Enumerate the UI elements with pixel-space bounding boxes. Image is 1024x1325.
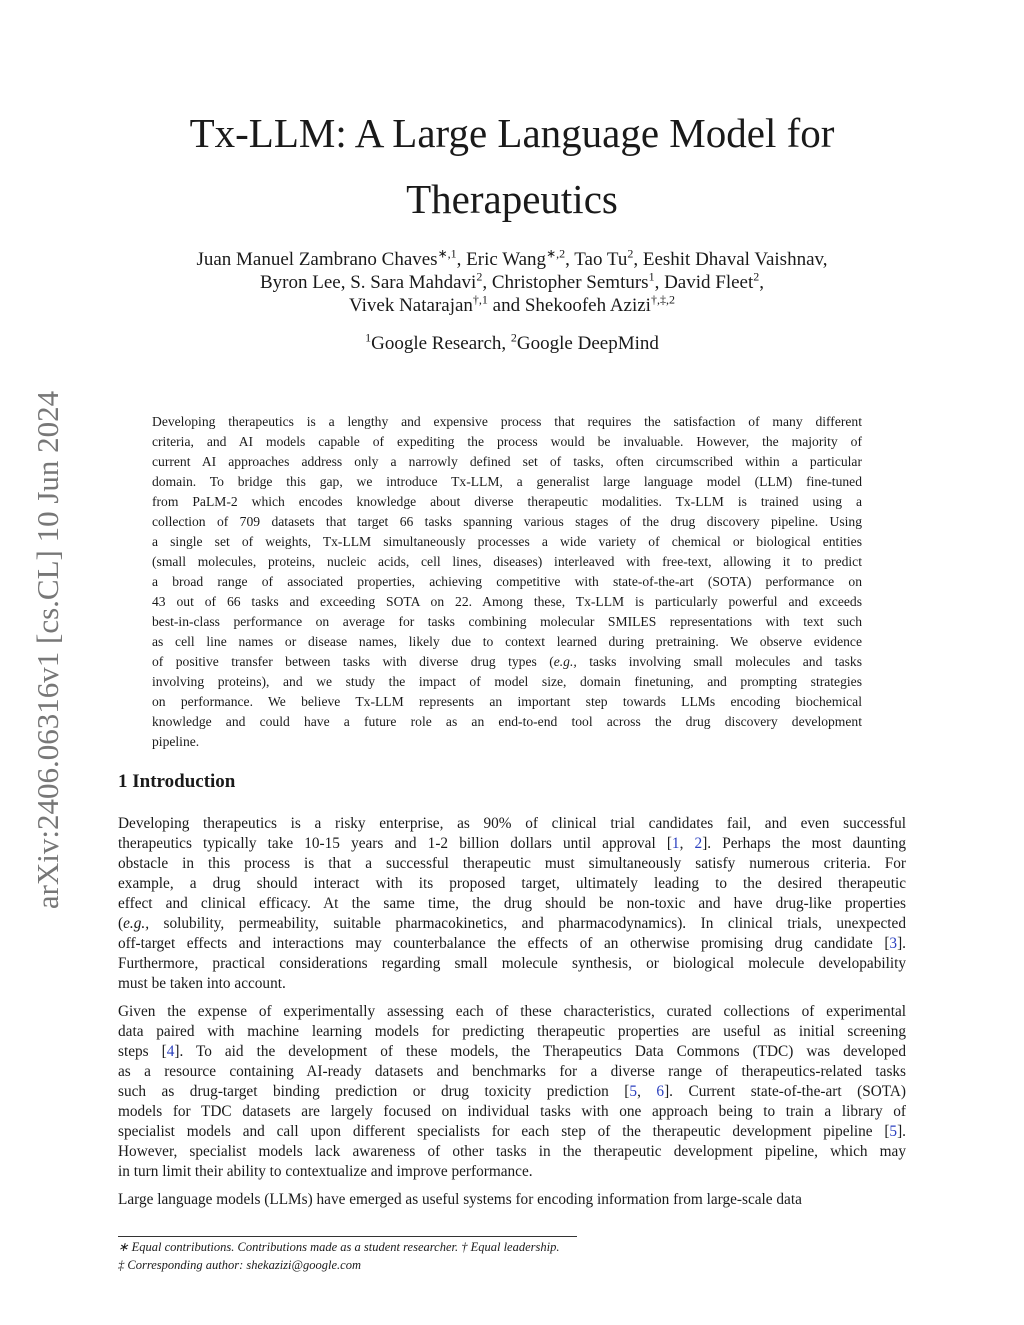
text-line: obstacle in this process is that a successful therapeutic must simultaneously satisfy numerous criteria. For: [118, 855, 906, 872]
text-line: such as drug-target binding prediction or drug toxicity prediction [5, 6]. Current state-of-the-art (SOTA): [118, 1083, 907, 1100]
author-line: [0, 271, 1024, 294]
text-line: therapeutics typically take 10-15 years and 1-2 billion dollars until approval [1, 2]. Perhaps the most daunting: [118, 835, 906, 852]
author-name: , Christopher Semturs: [482, 272, 649, 293]
text-line: example, a drug should interact with its proposed target, ultimately leading to the desired therapeutic: [118, 875, 906, 892]
text-line: 43 out of 66 tasks and exceeding SOTA on 22. Among these, Tx-LLM is particularly powerful and exceeds: [152, 594, 862, 609]
affiliation-number: 1: [365, 330, 372, 345]
text-line: as a resource containing AI-ready datasets and benchmarks for a diverse range of therapeutics-related tasks: [118, 1063, 906, 1080]
text-line: models for TDC datasets are largely focused on individual tasks with one approach being to train a library of: [118, 1103, 906, 1120]
text-line: knowledge and could have a future role as an end-to-end tool across the drug discovery development: [152, 714, 862, 729]
text-line: collection of 709 datasets that target 66 tasks spanning various stages of the drug discovery pipeline. Using: [152, 514, 862, 529]
text-line: best-in-class performance on average for tasks combining molecular SMILES representations with text such: [152, 614, 862, 629]
text-line: Furthermore, practical considerations regarding small molecule synthesis, or biological molecule developability: [118, 955, 906, 972]
text-line: However, specialist models lack awareness of other tasks in the therapeutic development pipeline, which may: [118, 1143, 906, 1160]
paragraph: [118, 1002, 906, 1182]
footnote: ∗ Equal contributions. Contributions made as a student researcher. † Equal leadership.: [118, 1240, 560, 1254]
text-line: steps [4]. To aid the development of these models, the Therapeutics Data Commons (TDC) was developed: [118, 1043, 906, 1060]
author-name: , Eric Wang: [456, 249, 547, 270]
text-line: as cell line names or disease names, likely due to context learned during pretraining. We observe evidence: [152, 634, 862, 649]
text-line: on performance. We believe Tx-LLM represents an important step towards LLMs encoding biochemical: [152, 694, 862, 709]
author-name: Vivek Natarajan: [349, 295, 473, 316]
author-name: and Shekoofeh Azizi: [487, 295, 651, 316]
text-line: Developing therapeutics is a lengthy and expensive process that requires the satisfaction of many different: [152, 414, 862, 429]
affiliation-name: Google DeepMind: [516, 333, 659, 354]
citation-link[interactable]: 5: [629, 1083, 638, 1100]
author-line: [0, 248, 1024, 271]
text-line: (e.g., solubility, permeability, suitable pharmacokinetics, and pharmacodynamics). In clinical trials, unexpected: [118, 915, 906, 932]
text-line: of positive transfer between tasks with diverse drug types (e.g., tasks involving small molecules and tasks: [152, 654, 862, 669]
arxiv-identifier: arXiv:2406.06316v1 [cs.CL] 10 Jun 2024: [30, 390, 65, 910]
text-line: current AI approaches address only a narrowly defined set of tasks, often circumscribed within a particular: [152, 454, 862, 469]
affiliation-marker: †,‡,2: [650, 292, 675, 307]
author-line: [0, 294, 1024, 317]
affiliations: [0, 330, 1024, 355]
author-name: , Tao Tu: [565, 249, 628, 270]
citation-link[interactable]: 1: [671, 835, 680, 852]
text-line: Given the expense of experimentally assessing each of these characteristics, curated collections of experimental: [118, 1003, 906, 1020]
author-name: Byron Lee, S. Sara Mahdavi: [259, 272, 477, 293]
text-line: criteria, and AI models capable of expediting the process would be invaluable. However, the majority of: [152, 434, 862, 449]
text-line: a single set of weights, Tx-LLM simultaneously processes a wide variety of chemical or biological entities: [152, 534, 862, 549]
affiliation-marker: 1: [648, 269, 655, 284]
paragraph: [118, 1190, 906, 1210]
affiliation-number: 2: [510, 330, 517, 345]
affiliation-marker: 2: [627, 246, 634, 261]
text-line: must be taken into account.: [118, 975, 286, 992]
affiliation-marker: ∗,1: [437, 246, 457, 261]
text-line: (small molecules, proteins, nucleic acids, cell lines, diseases) interleaved with free-text, allowing it to predict: [152, 554, 862, 569]
text-line: data paired with machine learning models for predicting therapeutic properties are useful as initial screening: [118, 1023, 906, 1040]
citation-link[interactable]: 4: [166, 1043, 175, 1060]
author-name: , Eeshit Dhaval Vaishnav,: [633, 249, 828, 270]
citation-link[interactable]: 5: [889, 1123, 898, 1140]
footnote: ‡ Corresponding author: shekazizi@google.com: [118, 1258, 361, 1272]
affiliation-name: Google Research,: [371, 333, 511, 354]
text-line: effect and clinical efficacy. At the same time, the drug should be non-toxic and have drug-like properties: [118, 895, 906, 912]
author-name: , David Fleet: [654, 272, 754, 293]
text-line: in turn limit their ability to contextualize and improve performance.: [118, 1163, 533, 1180]
section-heading-introduction: 1 Introduction: [118, 771, 236, 792]
affiliation-marker: †,1: [472, 292, 488, 307]
text-line: Developing therapeutics is a risky enterprise, as 90% of clinical trial candidates fail, and even successful: [118, 815, 906, 832]
text-line: a broad range of associated properties, achieving competitive with state-of-the-art (SOTA) performance on: [152, 574, 862, 589]
citation-link[interactable]: 2: [694, 835, 703, 852]
text-line: Large language models (LLMs) have emerged as useful systems for encoding information from large-scale data: [118, 1191, 802, 1208]
author-name: Juan Manuel Zambrano Chaves: [196, 249, 438, 270]
abstract: [152, 412, 862, 752]
author-name: ,: [759, 272, 765, 293]
text-line: off-target effects and interactions may counterbalance the effects of an otherwise promising drug candidate [3].: [118, 935, 906, 952]
text-line: specialist models and call upon different specialists for each step of the therapeutic development pipeline [5].: [118, 1123, 906, 1140]
paragraph: [118, 814, 906, 994]
citation-link[interactable]: 3: [889, 935, 898, 952]
affiliation-marker: 2: [753, 269, 760, 284]
affiliation-marker: 2: [476, 269, 483, 284]
text-line: domain. To bridge this gap, we introduce Tx-LLM, a generalist large language model (LLM) fine-tuned: [152, 474, 862, 489]
paper-title: [0, 100, 1024, 232]
text-line: pipeline.: [152, 734, 200, 749]
footnote-rule: [118, 1236, 577, 1237]
citation-link[interactable]: 6: [656, 1083, 665, 1100]
text-line: from PaLM-2 which encodes knowledge about diverse therapeutic modalities. Tx-LLM is trained using a: [152, 494, 862, 509]
title-line: Therapeutics: [406, 176, 618, 222]
author-list: [0, 248, 1024, 317]
text-line: involving proteins), and we study the impact of model size, domain finetuning, and prompting strategies: [152, 674, 862, 689]
affiliation-marker: ∗,2: [546, 246, 566, 261]
title-line: Tx-LLM: A Large Language Model for: [189, 110, 835, 156]
